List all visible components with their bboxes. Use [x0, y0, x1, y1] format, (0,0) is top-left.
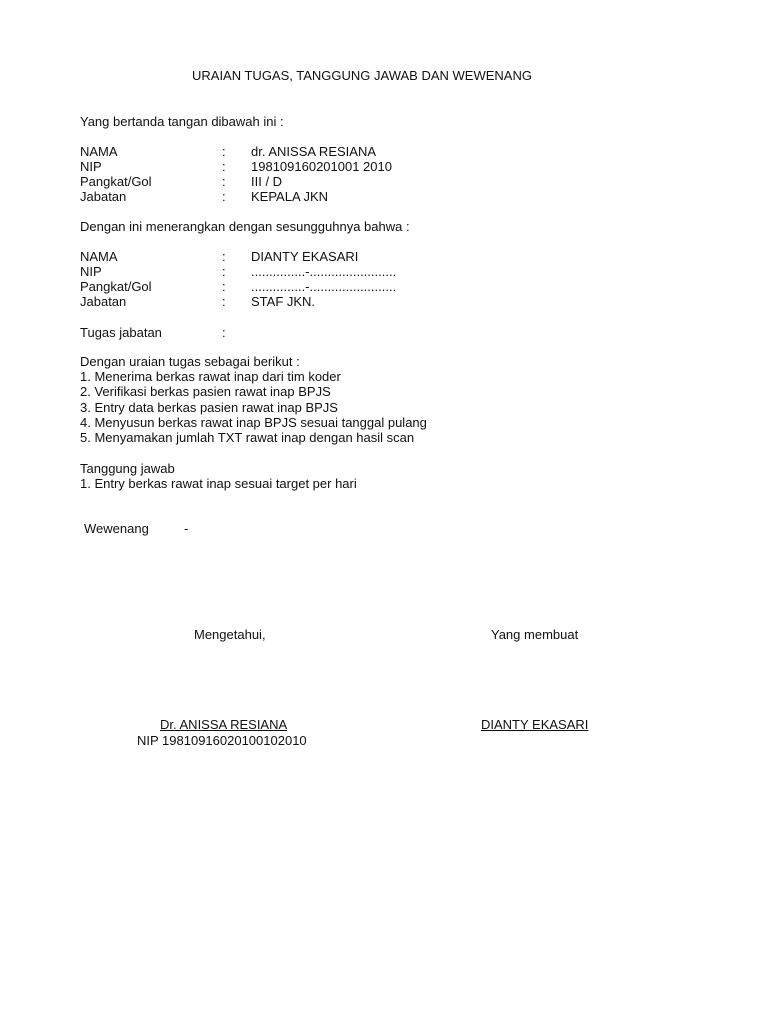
wewenang-label: Wewenang [84, 521, 149, 536]
wewenang-value: - [184, 521, 189, 536]
field-colon: : [222, 249, 226, 264]
field-label: Pangkat/Gol [80, 174, 152, 189]
field-colon: : [222, 294, 226, 309]
field-value: KEPALA JKN [251, 189, 329, 204]
intro-text: Yang bertanda tangan dibawah ini : [80, 114, 284, 129]
field-colon: : [222, 159, 226, 174]
sign-right-name: DIANTY EKASARI [481, 717, 589, 732]
document-title: URAIAN TUGAS, TANGGUNG JAWAB DAN WEWENANG [192, 68, 532, 83]
field-label: NIP [80, 264, 102, 279]
field-colon: : [222, 174, 226, 189]
signer-row-nip [80, 159, 640, 174]
signer-row-pangkat [80, 174, 640, 189]
tanggung-jawab-list [80, 461, 357, 491]
list-item: 3. Entry data berkas pasien rawat inap BPJS [80, 399, 338, 415]
subject-row-nama [80, 249, 640, 264]
field-value: 198109160201001 2010 [251, 159, 392, 174]
field-value: DIANTY EKASARI [251, 249, 359, 264]
sign-left-name: Dr. ANISSA RESIANA [160, 717, 288, 732]
field-label: NAMA [80, 144, 118, 159]
field-value: ...............-........................ [251, 264, 397, 279]
field-colon: : [222, 279, 226, 294]
subject-row-jabatan [80, 294, 640, 309]
uraian-heading: Dengan uraian tugas sebagai berikut : [80, 354, 300, 369]
signer-row-nama [80, 144, 640, 159]
sign-right-caption: Yang membuat [491, 627, 579, 642]
field-label: NIP [80, 159, 102, 174]
list-item: 2. Verifikasi berkas pasien rawat inap BPJS [80, 384, 331, 400]
tugas-jabatan-row [80, 325, 640, 340]
field-colon: : [222, 189, 226, 204]
field-label: Pangkat/Gol [80, 279, 152, 294]
field-label: NAMA [80, 249, 118, 264]
field-label: Jabatan [80, 294, 127, 309]
field-colon: : [222, 264, 226, 279]
uraian-list [80, 354, 427, 445]
list-item: 1. Menerima berkas rawat inap dari tim koder [80, 369, 341, 385]
list-item: 1. Entry berkas rawat inap sesuai target per hari [80, 476, 357, 492]
sign-left-nip: NIP 19810916020100102010 [137, 733, 307, 748]
field-colon: : [222, 144, 226, 159]
list-item: 5. Menyamakan jumlah TXT rawat inap dengan hasil scan [80, 430, 415, 446]
field-value: dr. ANISSA RESIANA [251, 144, 376, 159]
field-colon: : [222, 325, 226, 340]
subject-row-nip [80, 264, 640, 279]
subject-row-pangkat [80, 279, 640, 294]
field-value: III / D [251, 174, 283, 189]
statement-text: Dengan ini menerangkan dengan sesungguhnya bahwa : [80, 219, 410, 234]
sign-left-caption: Mengetahui, [194, 627, 266, 642]
field-label: Tugas jabatan [80, 325, 162, 340]
signer-row-jabatan [80, 189, 640, 204]
field-value: ...............-........................ [251, 279, 397, 294]
list-item: 4. Menyusun berkas rawat inap BPJS sesuai tanggal pulang [80, 414, 427, 430]
field-value: STAF JKN. [251, 294, 316, 309]
tanggung-jawab-heading: Tanggung jawab [80, 461, 175, 476]
field-label: Jabatan [80, 189, 127, 204]
